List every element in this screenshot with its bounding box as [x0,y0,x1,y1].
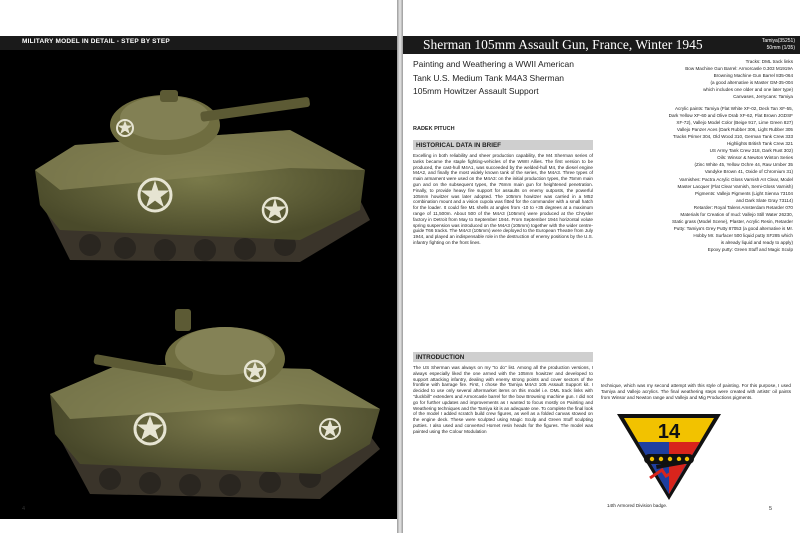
materials-line: Tracks Primer 304, Old Wood 310, German Tank Crew 333 [672,133,793,139]
materials-line: Putty: Tamiya's Grey Putty 87053 (a good alternative is Mr. [673,226,793,232]
right-header-bar [403,36,800,54]
tank-photo-bottom [0,279,397,519]
right-page [403,0,800,533]
sherman-tank-image-1 [0,50,397,279]
materials-line: Canvases, Jerrycans: Tamiya [733,94,793,100]
article-subtitle: Painting and Weathering a WWII American Tank U.S. Medium Tank M4A3 Sherman 105mm Howitzer Assault Support [413,59,574,96]
left-page-number: 4 [22,506,26,512]
sherman-tank-image-2 [0,279,397,519]
materials-line: US Army Tank Crew 318, Dark Rust 302) [709,148,793,154]
materials-line: Vallejo Panzer Aces (Dark Rubber 306, Light Rubber 305 [676,126,793,132]
materials-line: Acrylic paints: Tamiya (Flat White XF-02, Deck Tan XF-55, [674,105,793,111]
materials-line: Tracks: DML track links [745,59,793,64]
materials-line: Hobby Mr. Surfacer 500 liquid putty SF285 which [693,233,793,239]
materials-line: Static grass (Model Scene), Plaster, Acrylic Resin, Retarder [671,219,793,225]
materials-list [599,58,793,254]
materials-line: Oils: Winsor & Newton Winton Series [717,155,793,161]
introduction-text [413,365,593,435]
materials-line: Varnishes: Pactra Acrylic Gloss Varnish AII Clear, Model [679,176,793,182]
badge-caption: 14th Armored Division badge. [607,503,668,508]
historical-text [413,153,593,246]
historical-heading [413,140,593,150]
tank-photo-top [0,50,397,279]
materials-line: Highlights British Tank Crew 321 [726,141,793,147]
kit-number: Tamiya(35251) [761,38,795,44]
materials-line: Bow Machine Gun Barrel: Armorcasle 0.303 M1919A [685,66,793,72]
article-title: Sherman 105mm Assault Gun, France, Winter 1945 [423,37,703,52]
materials-line: is already liquid and ready to apply) [720,240,793,246]
materials-line: Materials for Creation of mud: Vallejo Still Water 26230, [680,211,793,217]
materials-line: Pigments: Vallejo Pigments (Light Sienna 73104 [695,190,793,196]
left-page [0,0,397,533]
introduction-heading [413,352,593,362]
introduction-continued-paragraph: technique, which was my second attempt with this style of painting. For this purpose, I used Tamiya and Vallejo acrylics. The final weathering steps were created with artists' oil paints from Winsor and Newton range and Vallejo and Mig Productions pigments. [601,383,791,400]
materials-line: Master Lacquer (Flat Clear Varnish, Semi-Gloss Varnish) [677,183,793,189]
materials-line: (a good alternative is Master GM-35-004 [710,80,793,86]
materials-line: Dark Yellow XF-60 and Olive Drab XF-62, Flat Brown JGDSF [668,112,793,118]
left-header-title: MILITARY MODEL IN DETAIL - STEP BY STEP [22,38,170,45]
kit-scale: 50mm (1/35) [766,44,795,51]
right-page-number: 5 [769,506,773,512]
materials-line: XF-72), Vallejo Model Color (Beige 917, Lime Green 827) [676,119,793,125]
armored-division-badge [614,410,724,507]
historical-paragraph: Excelling in both reliability and sheer production capability, the M4 Sherman series of tanks became the staple fighting-vehicles of the WWII Allies. The first version to be produced, the cast-hull M4A1, was succeeded by the welded-hull M4, the diesel engine M4A2, and finally the most widely known tank of the series, the M4A3. Three types of main armament were used on the M4A3: on the initial production types, the 75mm main gun and on the subsequent types, the 76mm main gun for heightened penetration. Finally, to provide heavy fire support for assaults on enemy outposts, the powerful 105mm howitzer was later adopted. The 105mm howitzer was carried in a M52 combination mount and a vision cupola was fitted for the commander with a small hatch for the loader. It could fire M1 shells at angles from -10 to +35 degrees at a maximum range of 11,500m. About 500 of the M4A3 (105mm) were produced at the Chrysler factory in Detroit from May to September 1944. From September 1944 horizontal volute spring suspension was introduced on the M4A3 (105mm) together with the wider centre-guide T66 tracks. The M4A3 (105mm) were deployed to the European Theatre from July 1944, and played an indispensable role in the destruction of enemy positions by the U.S. infantry fighting on the front lines. [413,153,593,245]
introduction-heading-text: INTRODUCTION [416,353,465,361]
badge-number: 14 [657,421,681,443]
left-header-bar [0,36,397,50]
author-name: RADEK PITUCH [413,126,455,132]
materials-line: Browning Machine Gun Barrel 835-064 [713,73,793,79]
materials-line: (Zinc White 45, Yellow Ochre 44, Raw Umber 35 [694,162,793,168]
materials-line: Epoxy putty: Green Stuff and Magic Sculp [707,247,793,253]
historical-heading-text: HISTORICAL DATA IN BRIEF [416,141,502,149]
kit-scale-info [762,38,795,51]
introduction-paragraph: The US Sherman was always on my "to do" list. Among all the production versions, I always especially liked the one armed with the 105mm howitzer and developed to support attacking infantry, dealing with enemy strong points and cover sectors of the frontline with barrage fire. First, I chose the Tamiya M4A3 105 Assault Support kit. I decided to use only several aftermarket items on this model i.e. DML track links with "duckbill" extenders and Armorcasle barrel for the bow Browning machine gun. I did not go for further updates and improvements as I wanted to focus mostly on Painting and Weathering techniques and the Tamiya kit is an adequate one. To complete the final look of the model I added scratch build crew figures, as well as a folded canvas stowed on the engine deck. These were sculpted using Magic Sculp and Green Stuff sculpting putties. I also used and converted Hornet resin heads for the figures. The model was painted using the Colour Modulation [413,365,593,434]
materials-line: Retarder: Royal Talens Amsterdam Retarder 070 [693,204,793,210]
materials-line: and Dark Slate Gray 73114) [736,197,793,203]
introduction-continued [601,383,791,400]
materials-line: which includes one older and one later type) [703,87,793,93]
materials-line: Vandyke Brown 41, Oxide of Chromium 31) [704,169,793,175]
